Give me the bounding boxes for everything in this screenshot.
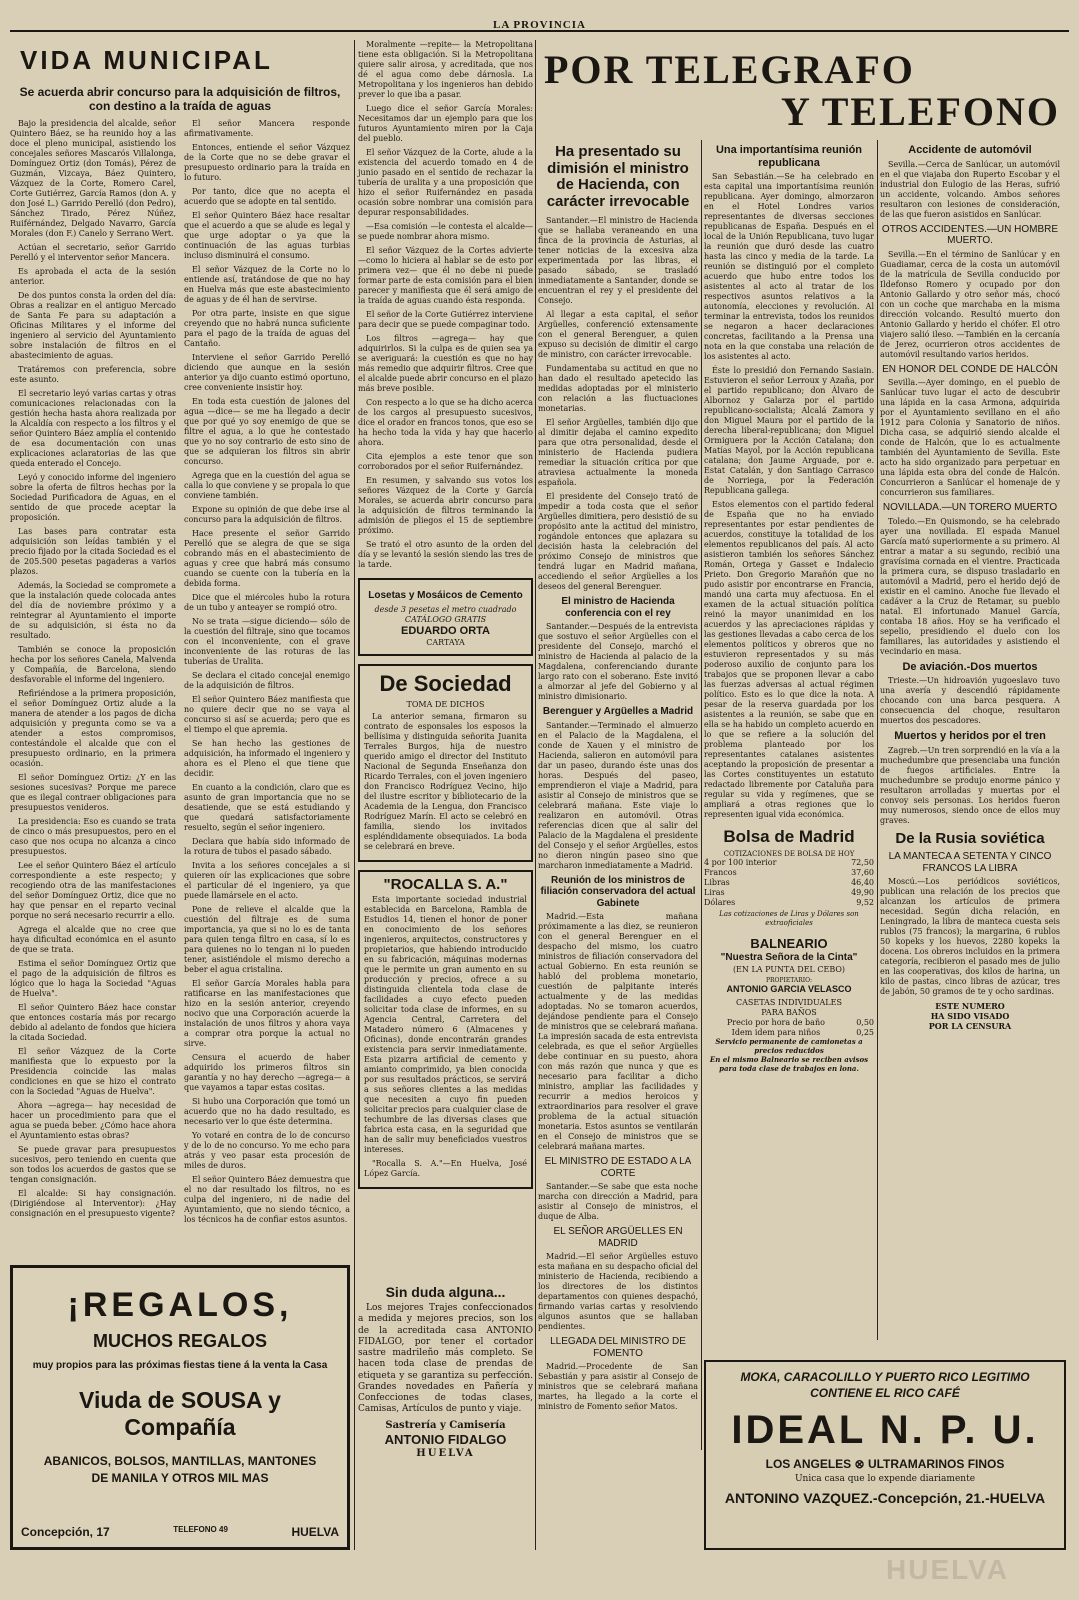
paragraph: Sevilla.—Cerca de Sanlúcar, un automóvil en el que viajaba don Ruperto Escobar y el industrial don Eulogio de las Heras, sufrió un accidente, volcando. Ambos señores resultaron con lesiones de consideración, de las que fueron asistidos en Sanlúcar. bbox=[880, 159, 1060, 219]
paragraph: El señor Quintero Báez demuestra que el no dar resultado los filtros, no es culpa del ingeniero, ni de nadie del Ayuntamiento, que no siendo técnico, a los técnicos ha de confiar estos asuntos. bbox=[184, 1175, 350, 1225]
ad-sign: Sastrería y Camisería bbox=[385, 1419, 506, 1431]
sociedad-section bbox=[358, 664, 533, 862]
ad-contact bbox=[21, 1525, 339, 1539]
paragraph: Madrid.—El señor Argüelles estuvo esta mañana en su despacho oficial del ministerio de Hacienda, recibiendo a los directores de los distintos departamentos con quienes despachó, firmando varias cartas y resolviendo algunos asuntos que se hallaban pendientes. bbox=[538, 1252, 698, 1331]
ad-owner-label: PROPIETARIO: bbox=[765, 976, 813, 984]
section-title: VIDA MUNICIPAL bbox=[20, 45, 273, 75]
paragraph: Por tanto, dice que no acepta el acuerdo que se adopte en tal sentido. bbox=[184, 187, 350, 207]
paragraph: Madrid.—Esta mañana próximamente a las diez, se reunieron con el general Berenguer en el despacho del mismo, los cuatro ministros de filiación conservadora del actual Gobierno. En esta reunión se habló del problema monetario, cuestión de palpitante interés actualmente y de las medidas adoptadas. No se tomaron acuerdos, dejándose pendiente para el Consejo de ministros que se celebrará mañana. La impresión sacada de esta entrevista celebrada, es que el señor Argüelles debe continuar en su puesto, ahora con más razón que nunca y que es necesario para facilitar a dicho ministro, ampliar las facilidades y recurrir a medios heroicos y extraordinarios para resolver el grave problema de la actual situación monetaria. Estos asuntos se ventilarán en el Consejo de ministros que se celebrará mañana martes. bbox=[538, 912, 698, 1151]
losetas-advertisement bbox=[358, 578, 533, 656]
quote-value: 72,50 bbox=[851, 858, 874, 868]
price-value: 0,25 bbox=[856, 1028, 874, 1038]
paragraph: Santander.—Se sabe que esta noche marcha con dirección a Madrid, para asistir al Consejo de ministros, el duque de Alba. bbox=[538, 1182, 698, 1221]
paragraph: También se conoce la proposición hecha por los señores Canela, Malvenda y Compañía, de Barcelona, siendo desfavorable el informe del ingeniero. bbox=[10, 645, 176, 685]
paragraph: El señor Vázquez de la Cortes advierte —como lo hiciera al hablar se de esto por primera vez— que él no debe ni puede formar parte de esta comisión para el bien parecer y manifiesta que él será amigo de la traída de aguas cuando ésta responda. bbox=[358, 246, 533, 305]
watermark: HUELVA bbox=[886, 1554, 1009, 1585]
article-headline: EL SEÑOR ARGÜELLES EN MADRID bbox=[553, 1226, 683, 1249]
paragraph: Yo votaré en contra de lo de concurso y de lo de no concurso. Yo me echo para atrás y veo pasar esta procesión de miles de duros. bbox=[184, 1131, 350, 1171]
paragraph: Actúan el secretario, señor Garrido Perelló y el interventor señor Mancera. bbox=[10, 243, 176, 263]
ad-line bbox=[706, 1457, 1064, 1471]
paragraph: El alcalde: Si hay consignación. (Dirigiéndose al Interventor): ¿Hay consignación en el presupuesto vigente? bbox=[10, 1189, 176, 1219]
ad-line: desde 3 pesetas el metro cuadrado bbox=[374, 604, 517, 614]
paragraph: El señor Argüelles, también dijo que al dimitir dejaba el camino expedito para que otra personalidad, desde el ministerio de Hacienda pudiera remediar la situación crítica por que atraviesa actualmente la moneda española. bbox=[538, 418, 698, 487]
paragraph: El señor Mancera responde afirmativamente. bbox=[184, 119, 350, 139]
rocalla-advertisement bbox=[358, 870, 533, 1189]
paragraph: Santander.—Terminado el almuerzo en el Palacio de la Magdalena, el conde de Xauen y el ministro de Hacienda, salieron en automóvil para dar un paseo, durando éste unas dos horas. Después del paseo, emprendieron el viaje a Madrid, para asistir al Consejo de ministros que se celebrará mañana. Este viaje lo realizaron en automóvil. Otras referencias dicen que al salir del Palacio de la Magdalena el presidente del Consejo y el señor Argüelles, estos no dieron ningún paseo sino que marcharon inmediatamente a Madrid. bbox=[538, 720, 698, 870]
paragraph: Al llegar a esta capital, el señor Argüelles, conferenció extensamente con el general Berenguer, a quien expuso su decisión de dimitir el cargo de ministro, con carácter irrevocable. bbox=[538, 310, 698, 359]
paragraph: Toledo.—En Quismondo, se ha celebrado ayer una novillada. El espada Manuel García mató superiormente a su primero. Al entrar a matar a su segundo, recibió una gravísima cornada en el vientre. Practicada la primera cura, se dispuso trasladarlo en automóvil a Madrid, pero el herido dejó de existir en el camino. Anoche fue llevado el cadáver a la Cruz de Retamar, su pueblo natal. El infortunado Manuel García, contaba 18 años. Hoy se ha verificado el sepelio, presidiendo el duelo con los familiares, las autoridades y asistiendo el vecindario en masa. bbox=[880, 516, 1060, 656]
top-rule bbox=[10, 30, 1069, 32]
paragraph: "Rocalla S. A."—En Huelva, José López García. bbox=[364, 1158, 527, 1178]
masthead: LA PROVINCIA bbox=[493, 19, 586, 31]
regalos-advertisement bbox=[10, 1265, 350, 1550]
column-divider bbox=[354, 40, 355, 1550]
paragraph: Santander.—Después de la entrevista que sostuvo el señor Argüelles con el presidente del Consejo, marchó el ministro de Hacienda al palacio de la Magdalena, conferenciando durante largo rato con el soberano. Éste invitó a almorzar al jefe del Gobierno y al ministro dimisionario. bbox=[538, 622, 698, 701]
paragraph: El presidente del Consejo trató de impedir a toda costa que el señor Argüelles dimitiera, pero desistió de su propósito ante la actitud del ministro, rogándole entonces que aplazara su decisión hasta la celebración del próximo Consejo de ministros que tendrá lugar en Madrid mañana, accediendo el señor Argüelles a los deseos del general Berenguer. bbox=[538, 492, 698, 591]
paragraph: Las bases para contratar esta adquisición son leídas también y el precio fijado por la citada Sociedad es el de 205.500 pesetas pagaderas a varios plazos. bbox=[10, 527, 176, 577]
quote-label: 4 por 100 interior bbox=[704, 858, 777, 868]
paragraph: Declara que había sido informado de la rotura de tubos el pasado sábado. bbox=[184, 837, 350, 857]
paragraph: San Sebastián.—Se ha celebrado en esta capital una importantísima reunión republicana. Ayer domingo, almorzaron en el Hotel Londres varios representantes de diversas secciones republicanas de España. Después en el local de la Unión Republicana, tuvo lugar la reunión que duró desde las cuatro hasta las cinco y media de la tarde. La reunión se distinguió por el completo acuerdo que hubo entre todos los asistentes al acto al tratar de los respectivos asuntos relativos a la autonomía, elecciones y revolución. Al terminar la entrevista, todos los reunidos se negaron a hacer declaraciones concretas, facilitando a la Prensa una nota en la que constaba una relación de los asistentes al acto. bbox=[704, 172, 874, 362]
paragraph: En cuanto a la condición, claro que es asunto de gran importancia que no se desatiende, que se está estudiando y que quedará satisfactoriamente resuelto, según el señor ingeniero. bbox=[184, 783, 350, 833]
paragraph: Hace presente el señor Garrido Perelló que se alegra de que se siga cobrando más en el abastecimiento de aguas y cree que habrá más consumo cuando se cuente con la tubería en la debida forma. bbox=[184, 529, 350, 589]
paragraph: El señor Vázquez de la Corte manifiesta que lo expuesto por la Presidencia coincide las malas condiciones en que se hizo el contrato con la Sociedad "Aguas de Huelva". bbox=[10, 1047, 176, 1097]
ad-phone: TELEFONO 49 bbox=[173, 1525, 228, 1534]
quote-label: Francos bbox=[704, 868, 737, 878]
article-headline: Una importantísima reunión republicana bbox=[715, 144, 863, 169]
censor-line: HA SIDO VISADO bbox=[930, 1011, 1010, 1022]
paragraph: Fundamentaba su actitud en que no han dado el resultado apetecido las medidas adoptadas por el ministerio con relación a las fluctuaciones monetarias. bbox=[538, 364, 698, 413]
paragraph: En toda esta cuestión de jalones del agua —dice— se me ha llegado a decir que por qué yo soy enemigo de que se filtre el agua, a lo que he contestado que yo no soy contrario de esto sino de que se adquieran los filtros sin abrir concurso. bbox=[184, 397, 350, 467]
paragraph: Tratáremos con preferencia, sobre este asunto. bbox=[10, 365, 176, 385]
ad-text: muy propios para las próximas fiestas tiene á la venta la Casa bbox=[32, 1360, 328, 1371]
paragraph: De dos puntos consta la orden del día: Obras a realizar en el antiguo Mercado de Santa Fe para su adaptación a Oficinas Militares y el informe del ingeniero al servicio del Ayuntamiento sobre instalación de filtros en el abastecimiento de aguas. bbox=[10, 291, 176, 361]
bolsa-section bbox=[704, 826, 874, 928]
paragraph: Dice que el miércoles hubo la rotura de un tubo y anteayer se rompió otro. bbox=[184, 593, 350, 613]
paragraph: El señor García Morales habla para ratificarse en las manifestaciones que hizo en la sesión anterior, creyendo nocivo que una Corporación acuerde la instalación de unos filtros y ahora vaya a comprar otra porque la actual no sirve. bbox=[184, 979, 350, 1049]
ad-items bbox=[21, 1453, 339, 1487]
table-row bbox=[704, 868, 874, 878]
ad-items-line: ABANICOS, BOLSOS, MANTILLAS, MANTONES bbox=[43, 1454, 317, 1468]
paragraph: Entonces, entiende el señor Vázquez de la Corte que no se debe gravar el presupuesto ordinario para la traída en lo futuro. bbox=[184, 143, 350, 183]
ad-line: PARA BAÑOS bbox=[761, 1008, 817, 1018]
article-headline: LLEGADA DEL MINISTRO DE FOMENTO bbox=[550, 1336, 686, 1359]
column-divider bbox=[701, 140, 702, 1450]
paragraph: Sevilla.—Ayer domingo, en el pueblo de Sanlúcar tuvo lugar el acto de descubrir una lápida en la casa Armona, adquirida por el Ayuntamiento sevillano en el año 1912 para Colonia y Sanatorio de niños. Dicha casa, se adquirió siendo alcalde el conde de Halcón, que lo es actualmente también del Ayuntamiento de Sevilla. Este acto ha sido organizado para perpetuar en una lápida esta obra del conde de Halcón. Concurrieron a Sanlúcar el homenaje de y concurrieron sus familiares. bbox=[880, 378, 1060, 498]
column-4 bbox=[704, 140, 874, 1350]
ad-name: "Nuestra Señora de la Cinta" bbox=[720, 952, 858, 964]
paragraph: Ahora —agrega— hay necesidad de hacer un procedimiento para que el agua se pueda beber. ¿Cómo hace ahora el Ayuntamiento estas obras? bbox=[10, 1101, 176, 1141]
paragraph: Estos elementos con el partido federal de España que no ha enviado representantes por estar pendientes de acuerdos, constituye la totalidad de los elementos republicanos del país. Al acto asistieron también los señores Sánchez Román, Ortega y Gasset e Indalecio Prieto. Don Gregorio Marañón que no pudo asistir por encontrarse en Francia, mandó una carta muy afectuosa. En el examen de la actual situación política reinó la mayor unanimidad en los acuerdos y las apreciaciones rápidas y las gestiones llevadas a cabo cerca de los elementos políticos y obreros que no estuvieron representados y su más poderoso auxilio de conjunto para los trabajos que se proponen llevar a cabo las fuerzas adversas al actual régimen político. Esto es lo que dice la nota. A pesar de la reserva guardada por los asistentes a la reunión, se sabe que en ella se ha habido un completo acuerdo en lo que se refiere a la solución del problema planteado por los representantes catalanes asistentes aceptando la proposición de presentar a las Cortes constituyentes un estatuto redactado libremente por Cataluña para regular su vida y regímenes, que se ampliará a otras regiones que lo representen igual vida económica. bbox=[704, 500, 874, 820]
paragraph: Si hubo una Corporación que tomó un acuerdo que no ha dado resultado, es necesario ver lo que éste determina. bbox=[184, 1097, 350, 1127]
paragraph: El secretario leyó varias cartas y otras comunicaciones relacionadas con la gestión hecha hasta ahora realizada por la Alcaldía con respecto a los filtros y el señor Quintero Báez amplía el contenido de esa documentación con unas explicaciones aclaratorias de las que queda enterado el Concejo. bbox=[10, 389, 176, 469]
ad-title: ¡REGALOS, bbox=[67, 1286, 293, 1324]
ad-address: Concepción, 17 bbox=[21, 1525, 110, 1539]
header-line: POR TELEGRAFO bbox=[544, 47, 915, 92]
paragraph: Censura el acuerdo de haber adquirido los primeros filtros sin garantía y no hay derecho —agrega— a que vayamos a tapar estas cositas. bbox=[184, 1053, 350, 1093]
table-row bbox=[704, 888, 874, 898]
ad-title: "ROCALLA S. A." bbox=[383, 875, 508, 893]
ad-sign: ANTONIO FIDALGO bbox=[384, 1432, 507, 1448]
paragraph: Santander.—El ministro de Hacienda que se hallaba veraneando en una finca de la provincia de Asturias, al tener noticias de la excesiva alza experimentada por las libras, el pasado sábado, se trasladó inmediatamente a Santander, donde se encuentran el rey y el presidente del Consejo. bbox=[538, 216, 698, 305]
quote-value: 49,90 bbox=[851, 888, 874, 898]
article-col-2 bbox=[184, 119, 350, 1229]
paragraph: Zagreb.—Un tren sorprendió en la vía a la muchedumbre que presenciaba una función de fuegos artificiales. Entre la muchedumbre se produjo enorme pánico y resultaron arrolladas y muertas por el convoy seis personas. Los heridos fueron muy numerosos, siendo once de ellos muy graves. bbox=[880, 745, 1060, 825]
article-headline: Se acuerda abrir concurso para la adquisición de filtros, con destino a la traída de aguas bbox=[19, 84, 341, 113]
paragraph: Se declara el citado concejal enemigo de la adquisición de filtros. bbox=[184, 671, 350, 691]
paragraph: Agrega que en la cuestión del agua se calla lo que conviene y se propala lo que conviene también. bbox=[184, 471, 350, 501]
article-headline: Reunión de los ministros de filiación conservadora del actual Gabinete bbox=[540, 874, 696, 909]
table-row bbox=[704, 858, 874, 868]
ad-subtitle: MUCHOS REGALOS bbox=[92, 1331, 267, 1351]
price-value: 0,50 bbox=[856, 1018, 874, 1028]
paragraph: El señor de la Corte Gutiérrez interviene para decir que se puede compaginar todo. bbox=[358, 310, 533, 329]
paragraph: Con respecto a lo que se ha dicho acerca de los cargos al presupuesto sucesivos, dice el orador en francos tonos, que eso se ha hecho toda la vida y hay que hacerlo ahora. bbox=[358, 398, 533, 447]
paragraph: Éste lo presidió don Fernando Sasiain. Estuvieron el señor Lerroux y Azaña, por el partido republicano; don Álvaro de Albornoz y Galarza por el partido republicano-socialista; Alcalá Zamora y don Miguel Maura por el partido de la derecha liberal-republicana; don Miguel Ormiguera por la Acción Catalana; don Matías Mayol, por la Acción republicana catalana; don Jaume Arguade, por e. Estat Catalán, y don Santiago Carrasco de Norriega, por la Federación Republicana gallega. bbox=[704, 366, 874, 496]
paragraph: El señor Quintero Báez manifiesta que no quiere decir que no se vaya al concurso si así se acuerda; pero que es el tiempo el que apremia. bbox=[184, 695, 350, 735]
paragraph: La anterior semana, firmaron su contrato de esponsales los esposos la bellísima y distinguida señorita Juanita Terrales Burgos, hija de nuestro querido amigo el director del Instituto Nacional de Segunda Enseñanza don Ricardo Terrales, con el joven ingeniero don Francisco Rodríguez Vecino, hijo del ilustre escritor y bibliotecario de la Academia de la Lengua, don Francisco Rodríguez Marín. El acto se celebró en familia, siendo los invitados espléndidamente obsequiados. La boda se celebrará en breve. bbox=[364, 711, 527, 851]
paragraph: Trieste.—Un hidroavión yugoeslavo tuvo una avería y descendió rápidamente chocando con una barca pesquera. A consecuencia del choque, resultaron muertos dos pescadores. bbox=[880, 676, 1060, 726]
telegrafo-header bbox=[538, 46, 1068, 136]
section-title: Bolsa de Madrid bbox=[723, 827, 855, 847]
price-table bbox=[704, 1018, 874, 1038]
quote-label: Liras bbox=[704, 888, 725, 898]
quote-label: Libras bbox=[704, 878, 730, 888]
paragraph: Se puede gravar para presupuestos sucesivos, pero teniendo en cuenta que son todos los acuerdos de gastos que se tengan consignación. bbox=[10, 1145, 176, 1185]
price-label: Precio por hora de baño bbox=[726, 1018, 825, 1028]
paragraph: El señor Domínguez Ortiz: ¿Y en las sesiones sucesivas? Porque me parece que es ilegal contraer obligaciones para presupuestos venideros. bbox=[10, 773, 176, 813]
paragraph: Se han hecho las gestiones de adquisición, ha informado el ingeniero y ahora es el Pleno el que tiene que decidir. bbox=[184, 739, 350, 779]
paragraph: Invita a los señores concejales a si quieren oír las explicaciones que sobre el particular dé el ingeniero, ya que puede llamársele en el acto. bbox=[184, 861, 350, 901]
section-title: De Sociedad bbox=[379, 671, 512, 697]
paragraph: Luego dice el señor García Morales: Necesitamos dar un ejemplo para que los futuros Ayuntamiento miren por la Caja del pueblo. bbox=[358, 104, 533, 143]
column-divider bbox=[877, 140, 878, 1340]
article-headline: EN HONOR DEL CONDE DE HALCÓN bbox=[882, 363, 1058, 375]
table-row bbox=[704, 898, 874, 908]
article-body bbox=[10, 119, 350, 1229]
paragraph: Expone su opinión de que debe irse al concurso para la adquisición de filtros. bbox=[184, 505, 350, 525]
quote-value: 46,40 bbox=[851, 878, 874, 888]
paragraph: Se trató el otro asunto de la orden del día y se levantó la sesión siendo las tres de la tarde. bbox=[358, 540, 533, 569]
ad-line-part: ULTRAMARINOS FINOS bbox=[867, 1457, 1005, 1471]
article-headline: De aviación.-Dos muertos bbox=[902, 660, 1038, 673]
article-headline: Accidente de automóvil bbox=[908, 144, 1032, 156]
ad-line-part: LOS ANGELES bbox=[765, 1457, 852, 1471]
ad-owner: ANTONIO GARCIA VELASCO bbox=[726, 984, 852, 995]
ad-city: HUELVA bbox=[291, 1525, 339, 1539]
article-headline: OTROS ACCIDENTES.—UN HOMBRE MUERTO. bbox=[881, 223, 1059, 247]
ad-line: MOKA, CARACOLILLO Y PUERTO RICO LEGITIMO bbox=[740, 1370, 1030, 1384]
column-3 bbox=[538, 140, 698, 1411]
paragraph: Los filtros —agrega— hay que adquirirlos. Si la culpa es de quien sea ya se averiguará: la cuestión es que no hay más remedio que adquirir filtros. Cree que el alcalde puede abrir concurso en el plazo más breve posible. bbox=[358, 334, 533, 393]
table-row bbox=[704, 1018, 874, 1028]
paragraph: Bajo la presidencia del alcalde, señor Quintero Báez, se ha reunido hoy a las doce el pleno municipal, asistiendo los concejales señores Mascarós Villalonga, Domínguez Ortiz (don Tomás), Pérez de Guzmán, Vizcaya, Báez Quintero, Vázquez de la Corte, Romero Carel, Corte Gutiérrez, García Ramos (don A. y don José L.) Garrido Perelló (don Pedro), Sánchez Tirado, Pérez Núñez, Ruiférnández, Delgado Navarro, García Morales (don F.) Canelo y Serrano Wert. bbox=[10, 119, 176, 239]
paragraph: No se trata —sigue diciendo— sólo de la cuestión del filtraje, sino que tocamos con el inconveniente, con el grave inconveniente de las roturas de las tuberías de Uralita. bbox=[184, 617, 350, 667]
table-row bbox=[704, 878, 874, 888]
paragraph: Refiriéndose a la primera proposición, el señor Domínguez Ortiz alude a la manera de atender a los pagos de dicha adquisición y pregunta como se va a atender a estos compromisos, contestándole el alcalde que con el presupuesto ordinario, en la primera ocasión. bbox=[10, 689, 176, 769]
quote-value: 9,52 bbox=[856, 898, 874, 908]
article-headline: De la Rusia soviética bbox=[895, 829, 1045, 847]
ad-name: EDUARDO ORTA bbox=[400, 624, 490, 637]
quote-label: Dólares bbox=[704, 898, 736, 908]
paragraph: El señor Vázquez de la Corte no lo entiende así, tratándose de que no hay en Huelva más que este abastecimiento de aguas y de él han de servirse. bbox=[184, 265, 350, 305]
censor-line: POR LA CENSURA bbox=[928, 1021, 1012, 1032]
article-headline: El ministro de Hacienda conferencia con el rey bbox=[561, 596, 675, 619]
paragraph: Madrid.—Procedente de San Sebastián y para asistir al Consejo de ministros que se celebrará mañana martes, ha llegado a la corte el ministro de Fomento señor Matos. bbox=[538, 1362, 698, 1411]
article-col-1 bbox=[10, 119, 176, 1229]
paragraph: Por otra parte, insiste en que sigue creyendo que no habrá nunca suficiente para el pago de la traída de aguas del Cantaño. bbox=[184, 309, 350, 349]
article-subheadline: LA MANTECA A SETENTA Y CINCO FRANCOS LA LIBRA bbox=[888, 851, 1052, 874]
column-5 bbox=[880, 140, 1060, 1350]
paragraph: Esta importante sociedad industrial establecida en Barcelona, Rambla de Estudios 14, tienen el honor de poner en conocimiento de los señores ingenieros, arquitectos, constructores y propietarios, que habiendo introducido en su fabricación, máquinas modernas que le permite un gran aumento en su producción y precios, ofrece a su distinguida clientela toda clase de facilidades a cuyo efecto pueden solicitar toda clase de informes, en su Agencia Central, Carretera del Matadero número 6 (Almacenes y Oficinas), donde encontrarán grandes existencia para servir inmediatamente. Esta pizarra artificial de cemento y amianto comprimido, ya bien conocida por sus resultados prácticos, se servirá a sus señores clientes a las medidas que necesiten a cuyo fin pueden solicitar precios para cualquier clase de techumbre de las diversas clases que fabrica esta casa, en la seguridad que han de salir muy beneficiados vuestros intereses. bbox=[364, 894, 527, 1154]
quotes-note: Las cotizaciones de Liras y Dólares son extraoficiales bbox=[719, 910, 859, 928]
ad-line: ANTONINO VAZQUEZ.-Concepción, 21.-HUELVA bbox=[724, 1490, 1046, 1506]
paragraph: —Esa comisión —le contesta el alcalde— se puede nombrar ahora mismo. bbox=[358, 222, 533, 241]
ad-title: BALNEARIO bbox=[750, 935, 828, 951]
section-subtitle: COTIZACIONES DE BOLSA DE HOY bbox=[723, 849, 855, 858]
ad-line: CONTIENE EL RICO CAFÉ bbox=[810, 1386, 960, 1400]
censor-note bbox=[880, 1001, 1060, 1031]
paragraph: El señor Quintero Báez hace constar que entonces costaría más por recargo debido al adelanto de fondos que hiciera la citada Sociedad. bbox=[10, 1003, 176, 1043]
ad-title: Sin duda alguna... bbox=[385, 1284, 506, 1300]
ad-line: Servicio permanente de camionetas a precios reducidos bbox=[715, 1037, 863, 1056]
ad-line: Unica casa que lo expende diariamente bbox=[794, 1474, 976, 1484]
ad-firm: Viuda de SOUSA y Compañía bbox=[79, 1387, 281, 1440]
balneario-advertisement bbox=[704, 936, 874, 1074]
paragraph: En resumen, y salvando sus votos los señores Vázquez de la Corte y García Morales, se acuerda abrir concurso para la adquisición de filtros terminando la admisión de pliegos el 15 de septiembre próximo. bbox=[358, 476, 533, 535]
ornament-icon: ⊗ bbox=[854, 1457, 868, 1471]
paragraph: Lee el señor Quintero Báez el artículo correspondiente a este respecto; y recogiendo otra de las manifestaciones del señor Domínguez Ortiz, dice que no hay que pensar en el reparto vecinal porque no será necesario recurrir a ello. bbox=[10, 861, 176, 921]
ad-place: (EN LA PUNTA DEL CEBO) bbox=[732, 964, 846, 974]
quote-value: 37,60 bbox=[851, 868, 874, 878]
header-line: Y TELEFONO bbox=[781, 89, 1060, 134]
ad-sign: HUELVA bbox=[416, 1448, 475, 1460]
article-headline: Ha presentado su dimisión el ministro de Hacienda, con carácter irrevocable bbox=[546, 143, 690, 210]
section-subtitle: TOMA DE DICHOS bbox=[406, 699, 485, 709]
paragraph: Agrega el alcalde que no cree que haya dificultad económica en el asunto de que se trata. bbox=[10, 925, 176, 955]
article-headline: NOVILLADA.—UN TORERO MUERTO bbox=[882, 502, 1058, 514]
paragraph: Interviene el señor Garrido Perelló diciendo que aunque en la sesión anterior ya dijo cuanto estimó oportuno, cree conveniente insistir hoy. bbox=[184, 353, 350, 393]
ad-items-line: DE MANILA Y OTROS MIL MAS bbox=[91, 1470, 269, 1485]
ad-title: Losetas y Mosáicos de Cemento bbox=[368, 590, 523, 601]
vida-municipal-section bbox=[10, 40, 350, 1255]
quotes-table bbox=[704, 858, 874, 908]
paragraph: La presidencia: Eso es cuando se trata de cinco o más presupuestos, pero en el caso que nos ocupa no alcanza a cinco presupuestos. bbox=[10, 817, 176, 857]
fidalgo-advertisement bbox=[358, 1280, 533, 1550]
column-divider bbox=[535, 40, 536, 1550]
ideal-cafe-advertisement bbox=[704, 1360, 1066, 1550]
paragraph: Moscú.—Los periódicos soviéticos, publican una relación de los precios que alcanzan los artículos de primera necesidad. Según dicha relación, en Leningrado, la libra de manteca cuesta seis rublos (75 francos); la margarina, 6 rublos 50 kopeks y los huevos, 2280 kopeks la docena. Los obreros incluidos en la primera categoría, recibieron el pasado mes de julio en las cooperativas, dos kilos de harina, un kilo de pastas, cinco libras de azúcar, tres de jabón, 50 gramos de te y ocho sardinas. bbox=[880, 877, 1060, 997]
article-headline: EL MINISTRO DE ESTADO A LA CORTE bbox=[544, 1156, 692, 1179]
paragraph: Leyó y conocido informe del ingeniero sobre la oferta de filtros hechas por la Sociedad Purificadora de Aguas, en el sentido de que procede aceptar la proposición. bbox=[10, 473, 176, 523]
censor-line: ESTE NUMERO bbox=[935, 1001, 1005, 1012]
paragraph: Pone de relieve el alcalde que la cuestión del filtraje es de suma importancia, ya que si no lo es de tanta para quien tenga filtro en casa, sí lo es para quienes no lo tengan ni lo pueden tener, asistiéndole el mismo derecho a beber el agua cristalina. bbox=[184, 905, 350, 975]
ad-line: CATÁLOGO GRATIS bbox=[404, 614, 487, 624]
ad-line: En el mismo Balneario se reciben avisos para toda clase de trabajos en lona. bbox=[709, 1054, 869, 1073]
paragraph: Estima el señor Domínguez Ortiz que el pago de la adquisición de filtros es lógico que lo haga la Sociedad "Aguas de Huelva". bbox=[10, 959, 176, 999]
price-label: Idem idem para niños bbox=[731, 1028, 821, 1038]
paragraph: Moralmente —repite— la Metropolitana tiene esta obligación. Si la Metropolitana quiere salir airosa, y acreditada, que nos dé el agua como debe dárnosla. La Metropolitana y los ingenieros han debido prever lo que iba a pasar. bbox=[358, 40, 533, 99]
ad-place: CARTAYA bbox=[426, 638, 465, 648]
paragraph: El señor Vázquez de la Corte, alude a la existencia del acuerdo tomado en 4 de junio pasado en el sentido de rechazar la tubería de uralita y a una proposición que hizo el señor Ruifernández en pasada ocasión sobre nombrar una comisión para depurar responsabilidades. bbox=[358, 148, 533, 217]
paragraph: Además, la Sociedad se compromete a que la instalación quede colocada antes del día de noviembre próximo y a reintegrar al Ayuntamiento el importe de su adquisición, si ésta no da resultado. bbox=[10, 581, 176, 641]
ad-name: IDEAL N. P. U. bbox=[731, 1408, 1039, 1452]
paragraph: Los mejores Trajes confeccionados a medida y mejores precios, son los de la acreditada casa ANTONIO FIDALGO, por tener el cortador sastre madrileño más completo. Se hacen toda clase de prendas de etiqueta y se garantiza su perfección. Grandes novedades en Pañería y Confecciones de todas clases, Camisas, Artículos de punto y viaje. bbox=[358, 1303, 533, 1415]
article-headline: Berenguer y Argüelles a Madrid bbox=[542, 706, 694, 717]
article-headline: Muertos y heridos por el tren bbox=[894, 730, 1046, 743]
paragraph: Es aprobada el acta de la sesión anterior. bbox=[10, 267, 176, 287]
paragraph: El señor Quintero Báez hace resaltar que el acuerdo a que se alude es legal y que urge adoptar o ya que la continuación de las aguas turbias incluso disminuirá el consumo. bbox=[184, 211, 350, 261]
paragraph: Sevilla.—En el término de Sanlúcar y en Guadiamar, cerca de la costa un automóvil de la matrícula de Sevilla conducido por Ildefonso Romero y ocupado por don Antonio Gallardo y otro señor más, chocó con un coche que marchaba en la misma dirección volcando. Resultó muerto don Antonio Gallardo y herido el chófer. El otro viajero salió ileso. —También en la cercanía de Jerez, ocurrieron otros accidentes de automóvil resultando varios heridos. bbox=[880, 249, 1060, 359]
paragraph: Cita ejemplos a este tenor que son corroborados por el señor Ruifernández. bbox=[358, 452, 533, 471]
ad-line: CASETAS INDIVIDUALES bbox=[736, 998, 842, 1008]
